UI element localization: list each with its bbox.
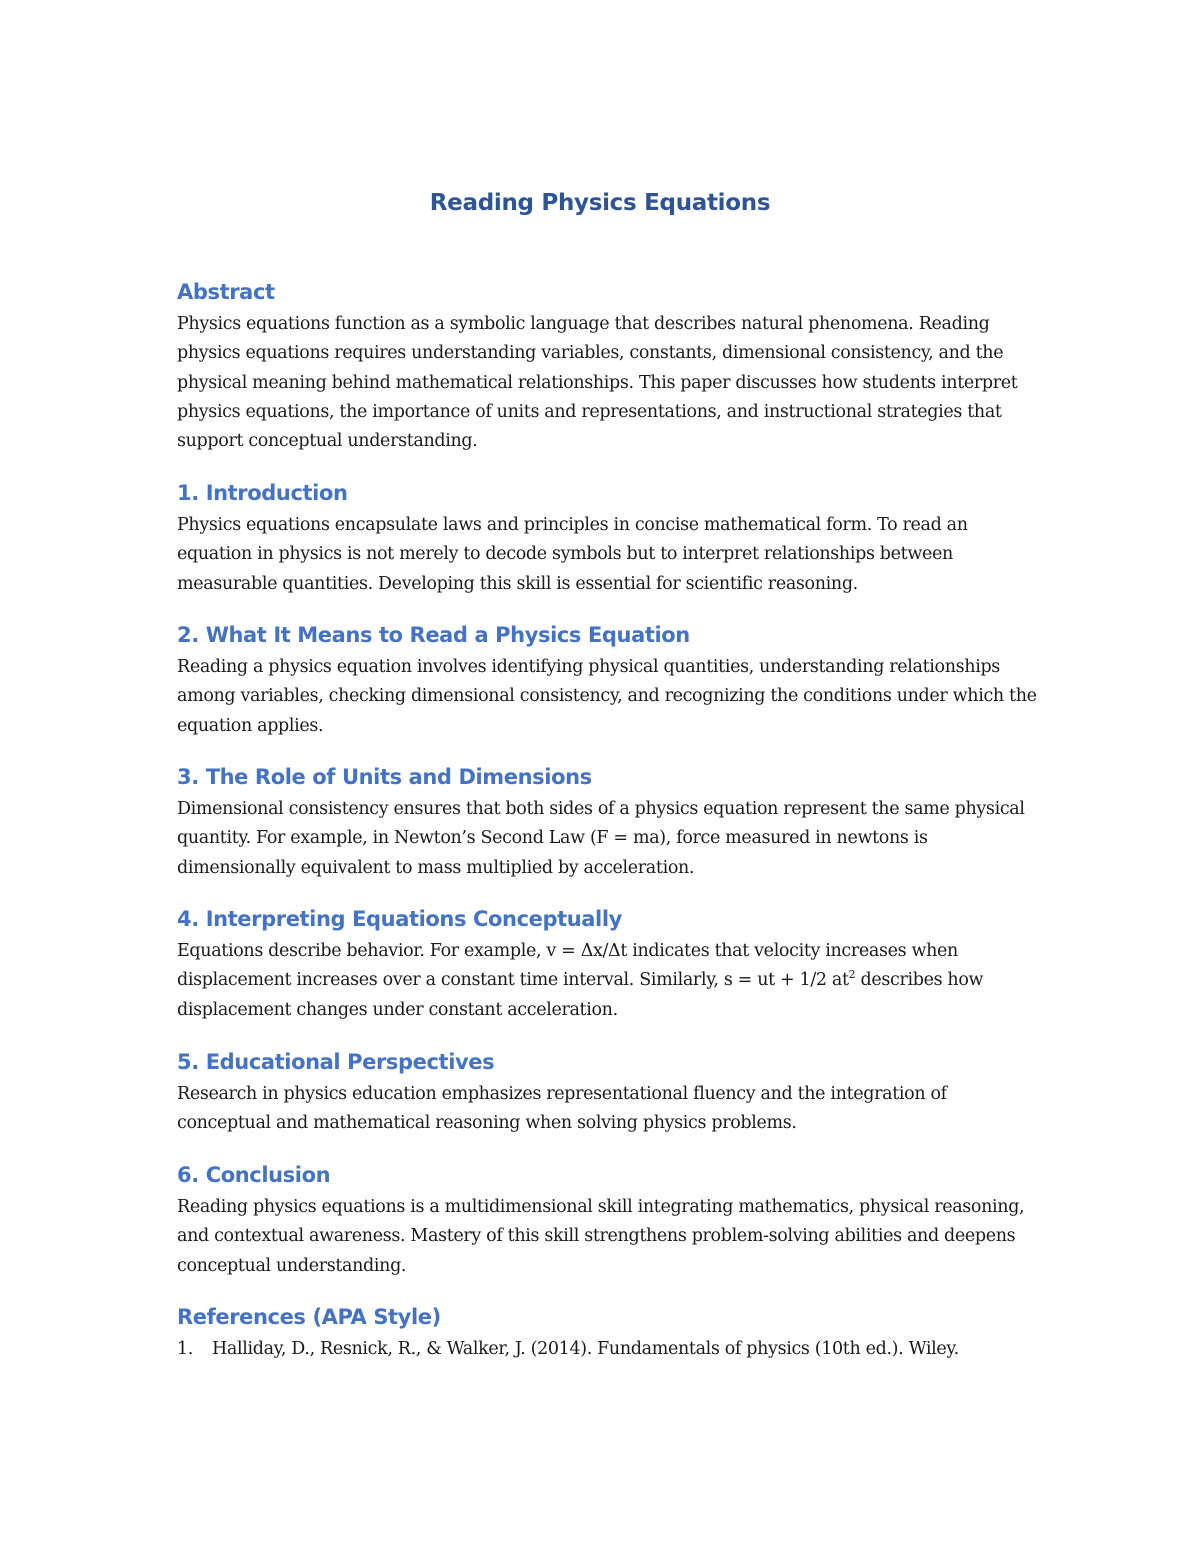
reference-text: Halliday, D., Resnick, R., & Walker, J. (2014). Fundamentals of physics (10th ed.). Wiley.: [212, 1339, 959, 1359]
introduction-section: [177, 479, 1037, 599]
superscript-two: 2: [848, 968, 856, 982]
reading-body: Reading a physics equation involves identifying physical quantities, understanding relationships among variables, checking dimensional consistency, and recognizing the conditions under which the equation applies.: [177, 657, 1037, 736]
units-body: Dimensional consistency ensures that both sides of a physics equation represent the same physical quantity. For example, in Newton’s Second Law (F = ma), force measured in newtons is dimensionally equivalent to mass multiplied by acceleration.: [177, 799, 1025, 878]
education-section: [177, 1048, 1037, 1139]
conclusion-body: Reading physics equations is a multidimensional skill integrating mathematics, physical reasoning, and contextual awareness. Mastery of this skill strengthens problem-solving abilities and deepens conceptual understanding.: [177, 1197, 1025, 1276]
reference-item: [177, 1335, 1037, 1364]
introduction-heading: 1. Introduction: [177, 481, 348, 505]
reading-heading: 2. What It Means to Read a Physics Equation: [177, 623, 690, 647]
abstract-heading: Abstract: [177, 280, 275, 304]
references-list: [177, 1335, 1037, 1364]
conclusion-heading: 6. Conclusion: [177, 1163, 331, 1187]
units-section: [177, 763, 1037, 883]
reading-section: [177, 621, 1037, 741]
interpreting-body-text-before: Equations describe behavior. For example, v = Δx/Δt indicates that velocity increases when displacement increases over a constant time interval. Similarly, s = ut + 1/2 at: [177, 941, 958, 991]
abstract-section: [177, 278, 1037, 456]
units-heading: 3. The Role of Units and Dimensions: [177, 765, 592, 789]
interpreting-heading: 4. Interpreting Equations Conceptually: [177, 907, 622, 931]
interpreting-body: [177, 937, 1037, 1025]
reference-number: 1.: [177, 1339, 193, 1359]
introduction-body: Physics equations encapsulate laws and principles in concise mathematical form. To read an equation in physics is not merely to decode symbols but to interpret relationships between measurable quantities. Developing this skill is essential for scientific reasoning.: [177, 515, 968, 594]
document-title: Reading Physics Equations: [429, 190, 771, 216]
abstract-body: Physics equations function as a symbolic language that describes natural phenomena. Reading physics equations requires understanding variables, constants, dimensional consistency, and the physical meaning behind mathematical relationships. This paper discusses how students interpret physics equations, the importance of units and representations, and instructional strategies that support conceptual understanding.: [177, 314, 1018, 452]
conclusion-section: [177, 1161, 1037, 1281]
interpreting-body-text-after: describes how displacement changes under constant acceleration.: [177, 970, 984, 1020]
education-body: Research in physics education emphasizes representational fluency and the integration of conceptual and mathematical reasoning when solving physics problems.: [177, 1084, 947, 1134]
references-heading: References (APA Style): [177, 1305, 441, 1329]
references-section: [177, 1303, 1037, 1364]
education-heading: 5. Educational Perspectives: [177, 1050, 495, 1074]
interpreting-section: [177, 905, 1037, 1025]
